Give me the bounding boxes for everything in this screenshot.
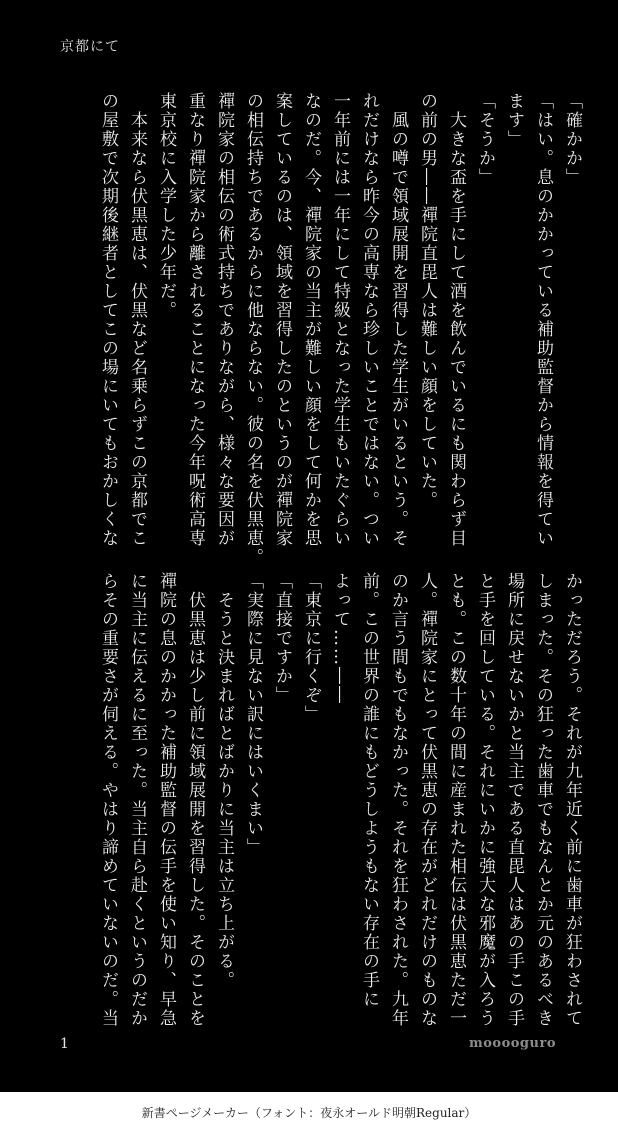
text-line: 「確かか」: [562, 92, 582, 187]
text-line: よって……――: [330, 572, 350, 705]
text-line: 本来なら伏黒恵は、伏黒など名乗らずこの京都でこ: [127, 92, 147, 548]
text-line: 禪院家の相伝の術式持ちでありながら、様々な要因が: [214, 92, 234, 548]
text-line: 風の噂で領域展開を習得した学生がいるという。そ: [388, 92, 408, 548]
text-line: 大きな盃を手にして酒を飲んでいるにも関わらず目: [446, 92, 466, 548]
page-number: 1: [60, 1036, 69, 1052]
text-line: 前。この世界の誰にもどうしようもない存在の手に: [359, 572, 379, 1009]
text-line: ます」: [504, 92, 524, 149]
text-line: とも。この数十年の間に産まれた相伝は伏黒恵ただ一: [446, 572, 466, 1028]
text-line: 場所に戻せないかと当主である直毘人はあの手この手: [504, 572, 524, 1028]
text-block-upper: [93, 92, 586, 567]
generator-credit: 新書ページメーカー（フォント：夜永オールド明朝Regular）: [141, 1105, 477, 1120]
text-line: そうと決まればとばかりに当主は立ち上がる。: [214, 572, 234, 990]
text-line: 案しているのは、領域を習得したのというのが禪院家: [272, 92, 292, 548]
text-line: 伏黒恵は少し前に領域展開を習得した。そのことを: [185, 572, 205, 1028]
text-line: と手を回している。それにいかに強大な邪魔が入ろう: [475, 572, 495, 1028]
text-line: に当主に伝えるに至った。当主自ら赴くというのだか: [127, 572, 147, 1028]
text-line: 「東京に行くぞ」: [301, 572, 321, 724]
text-line: のか言う間もでもなかった。それを狂わされた。九年: [388, 572, 408, 1028]
text-line: 「実際に見ない訳にはいくまい」: [243, 572, 263, 857]
text-line: 「直接ですか」: [272, 572, 292, 705]
text-line: れだけなら昨今の高専なら珍しいことではない。つい: [359, 92, 379, 548]
text-line: 「はい。息のかかっている補助監督から情報を得てい: [533, 92, 553, 548]
text-line: の屋敷で次期後継者としてこの場にいてもおかしくな: [98, 92, 118, 548]
text-line: 人。禪院家にとって伏黒恵の存在がどれだけのものな: [417, 572, 437, 1028]
text-line: 「そうか」: [475, 92, 495, 187]
text-block-lower: [93, 572, 586, 1028]
text-line: かっただろう。それが九年近く前に歯車が狂わされて: [562, 572, 582, 1028]
text-line: 一年前には一年にして特級となった学生もいたぐらい: [330, 92, 350, 548]
text-line: なのだ。今、禪院家の当主が難しい顔をして何かを思: [301, 92, 321, 548]
text-line: 禪院の息のかかった補助監督の伝手を使い知り、早急: [156, 572, 176, 1028]
page-header-title: 京都にて: [60, 39, 120, 55]
text-line: しまった。その狂った歯車でもなんとか元のあるべき: [533, 572, 553, 1028]
text-line: 東京校に入学した少年だ。: [156, 92, 176, 320]
text-line: の相伝持ちであるからに他ならない。彼の名を伏黒恵。: [243, 92, 263, 567]
text-line: 重なり禪院家から離されることになった今年呪術高専: [185, 92, 205, 548]
text-line: の前の男――禪院直毘人は難しい顔をしていた。: [417, 92, 437, 510]
text-line: らその重要さが伺える。やはり諦めていないのだ。当: [98, 572, 118, 1028]
author-signature: mooooguro: [468, 1036, 556, 1051]
